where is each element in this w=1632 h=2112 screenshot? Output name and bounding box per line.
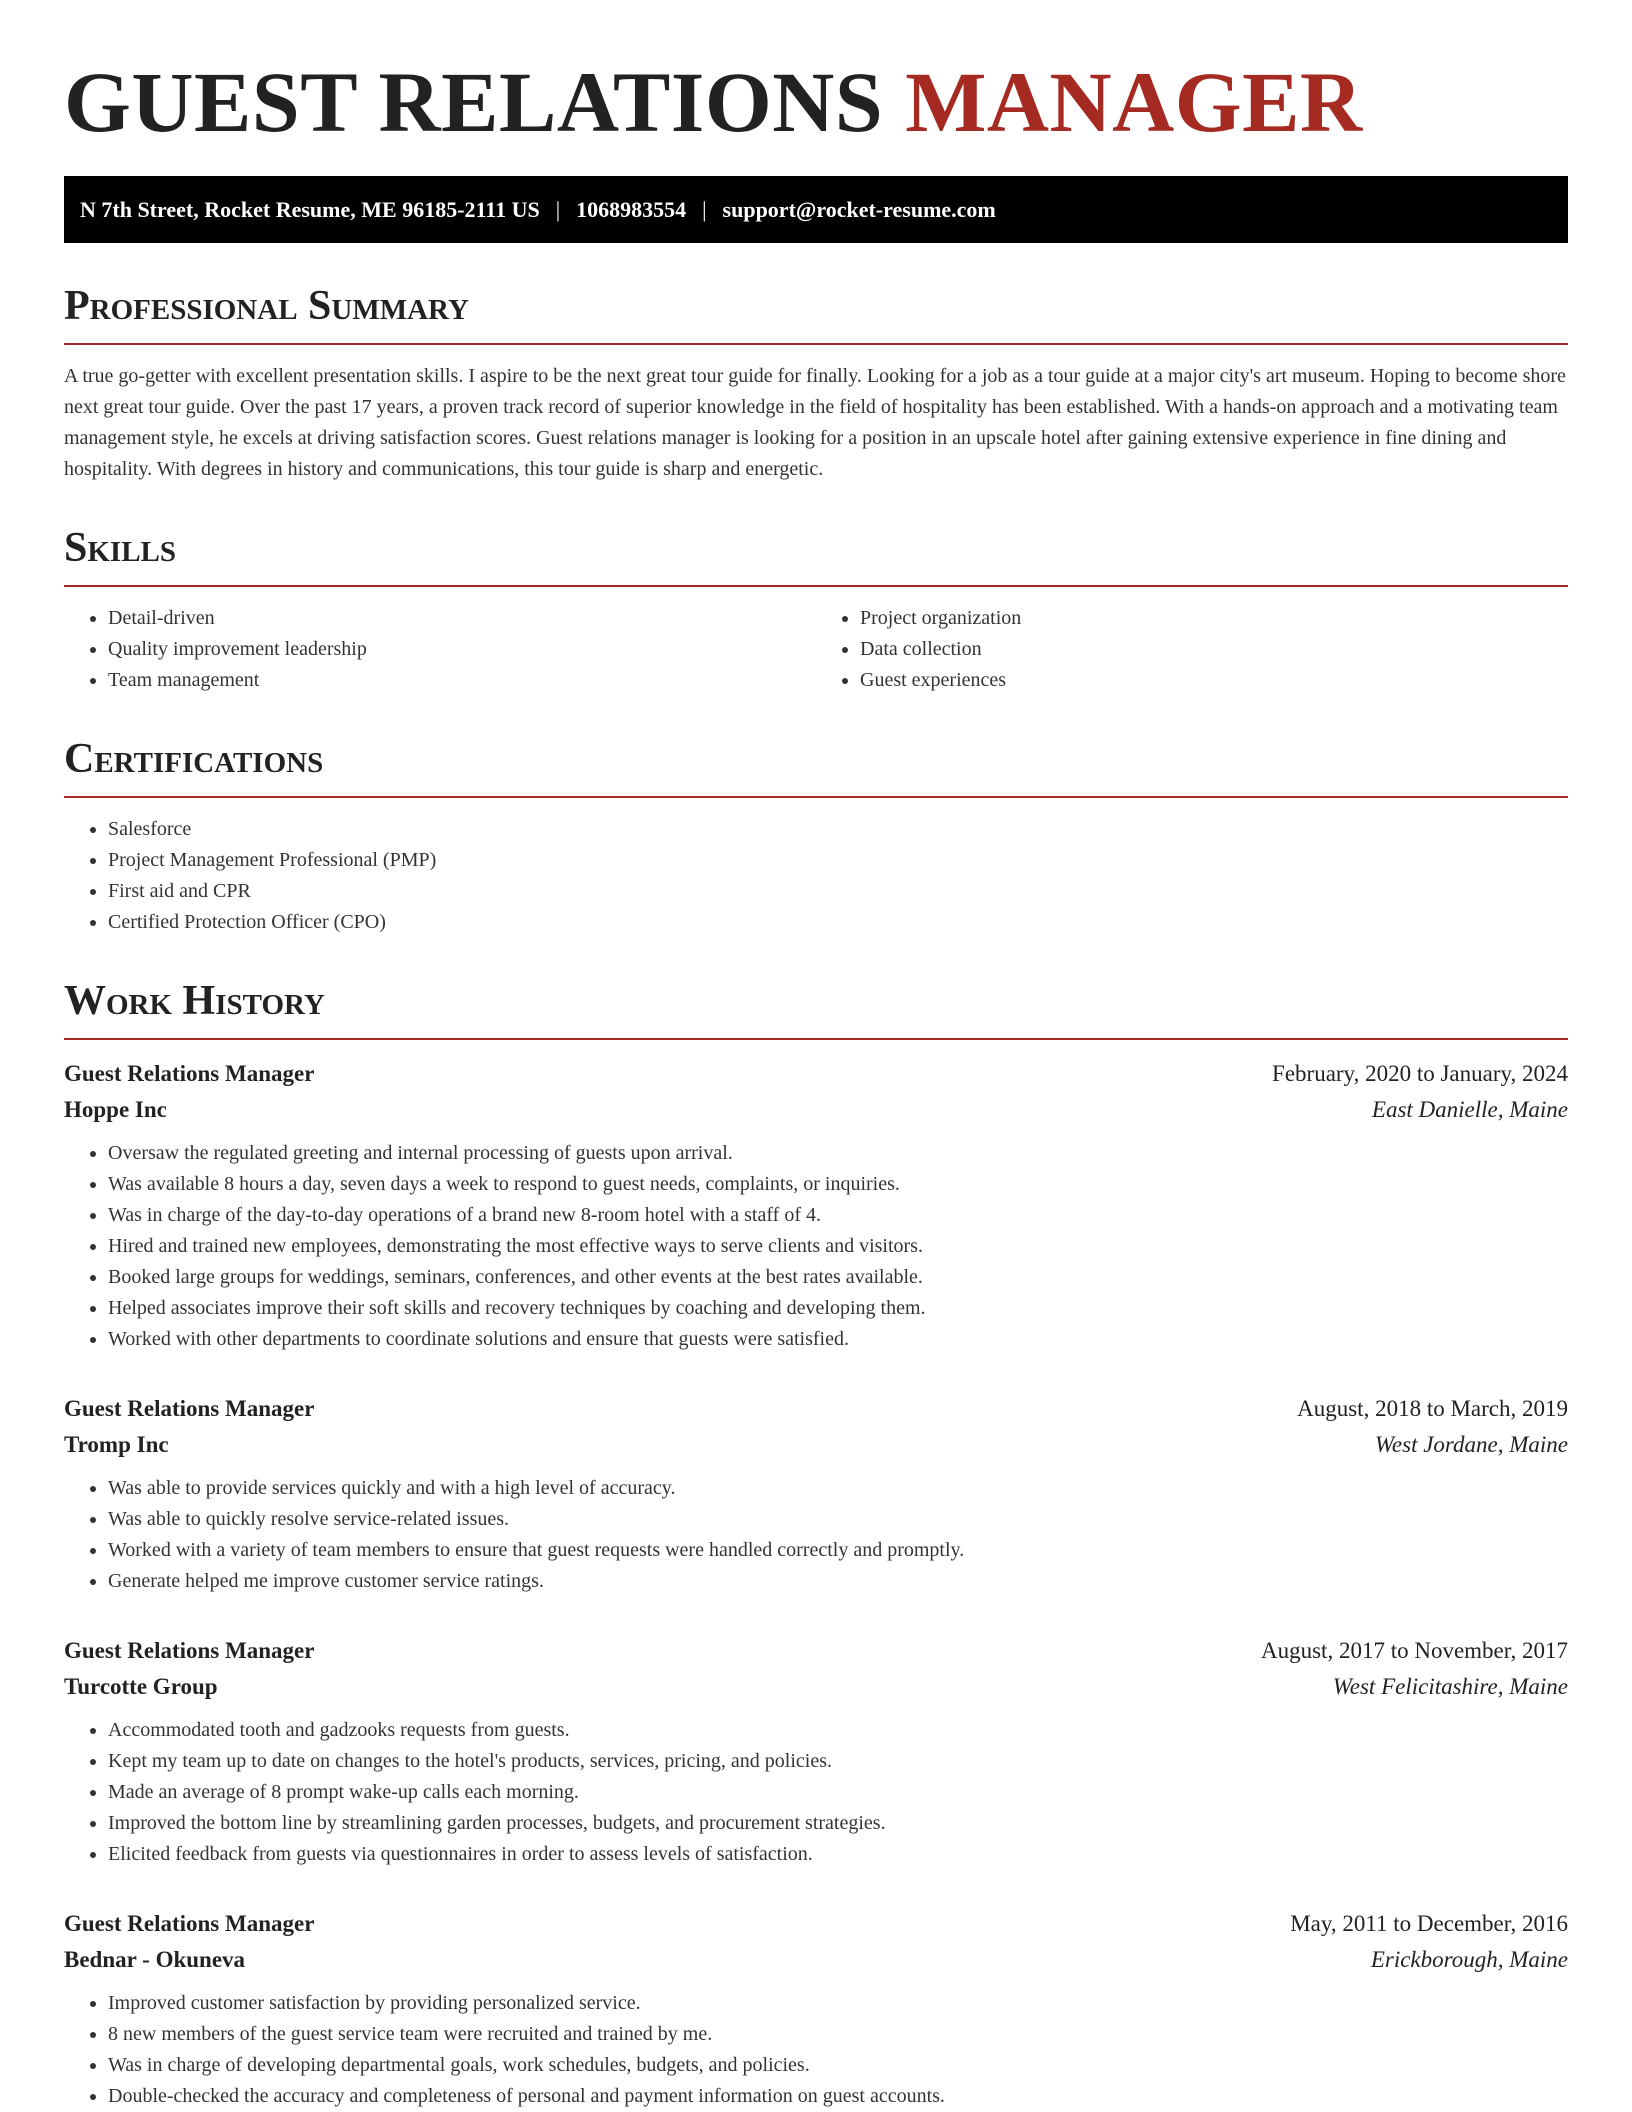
job-bullet: • Made an average of 8 prompt wake-up calls each morning. xyxy=(108,1777,1568,1808)
job-title: Guest Relations Manager xyxy=(64,1638,315,1663)
job-company: Hoppe Inc xyxy=(64,1097,167,1122)
job-bullet: • Was available 8 hours a day, seven days a week to respond to guest needs, complaints, or inquiries. xyxy=(108,1169,1568,1200)
skill-item: • Guest experiences xyxy=(860,665,1568,696)
job-dates: February, 2020 to January, 2024 xyxy=(1272,1061,1568,1086)
job-bullet: • Accommodated tooth and gadzooks requests from guests. xyxy=(108,1715,1568,1746)
job-bullet: • Hired and trained new employees, demonstrating the most effective ways to serve clients and visitors. xyxy=(108,1231,1568,1262)
job-bullet: • Helped associates improve their soft skills and recovery techniques by coaching and developing them. xyxy=(108,1293,1568,1324)
resume-name xyxy=(64,52,1568,152)
job-bullet: • Double-checked the accuracy and completeness of personal and payment information on guest accounts. xyxy=(108,2081,1568,2112)
job-company-row xyxy=(64,1942,1568,1978)
skills-list-left xyxy=(64,603,816,696)
work-history-heading: Work History xyxy=(64,978,1568,1040)
job-bullet: • Was in charge of developing departmental goals, work schedules, budgets, and policies. xyxy=(108,2050,1568,2081)
certifications-list xyxy=(64,814,1568,938)
job-bullet: • Generate helped me improve customer service ratings. xyxy=(108,1566,1568,1597)
job-entry xyxy=(64,1391,1568,1597)
skill-item: • Data collection xyxy=(860,634,1568,665)
job-company: Turcotte Group xyxy=(64,1674,218,1699)
job-entry xyxy=(64,1056,1568,1355)
job-bullet: • Improved customer satisfaction by providing personalized service. xyxy=(108,1988,1568,2019)
resume-content xyxy=(64,52,1568,2112)
skill-item: • Project organization xyxy=(860,603,1568,634)
job-bullet: • 8 new members of the guest service team were recruited and trained by me. xyxy=(108,2019,1568,2050)
skills-section xyxy=(64,525,1568,696)
skills-list-right xyxy=(816,603,1568,696)
skills-heading: Skills xyxy=(64,525,1568,587)
summary-text: A true go-getter with excellent presentation skills. I aspire to be the next great tour guide for finally. Looking for a job as a tour guide at a major city's art museum. Hoping to become shore next great tour guide. Over the past 17 years, a proven track record of superior knowledge in the field of hospitality has been established. With a hands-on approach and a motivating team management style, he excels at driving satisfaction scores. Guest relations manager is looking for a position in an upscale hotel after gaining extensive experience in fine dining and hospitality. With degrees in history and communications, this tour guide is sharp and energetic. xyxy=(64,365,1566,480)
job-bullets xyxy=(64,1473,1568,1597)
job-location: West Felicitashire, Maine xyxy=(1332,1674,1568,1699)
contact-separator: | xyxy=(702,197,707,222)
job-location: West Jordane, Maine xyxy=(1374,1432,1568,1457)
contact-separator: | xyxy=(555,197,561,222)
skills-grid xyxy=(64,603,1568,696)
summary-section xyxy=(64,283,1568,485)
contact-address: N 7th Street, Rocket Resume, ME 96185-2111 US xyxy=(80,197,540,222)
certification-item: • Certified Protection Officer (CPO) xyxy=(108,907,1568,938)
job-location: Erickborough, Maine xyxy=(1370,1947,1568,1972)
job-bullets xyxy=(64,1988,1568,2112)
certifications-section xyxy=(64,736,1568,938)
job-entry xyxy=(64,1633,1568,1870)
job-entry xyxy=(64,1906,1568,2112)
name-last: MANAGER xyxy=(905,54,1363,150)
name-first: GUEST RELATIONS xyxy=(64,54,884,150)
certification-item: • Project Management Professional (PMP) xyxy=(108,845,1568,876)
contact-phone: 1068983554 xyxy=(576,197,687,222)
certifications-heading: Certifications xyxy=(64,736,1568,798)
skill-item: • Quality improvement leadership xyxy=(108,634,816,665)
job-bullet: • Booked large groups for weddings, seminars, conferences, and other events at the best rates available. xyxy=(108,1262,1568,1293)
work-history-section xyxy=(64,978,1568,2112)
job-bullets xyxy=(64,1715,1568,1870)
job-company: Bednar - Okuneva xyxy=(64,1947,246,1972)
job-bullet: • Worked with other departments to coordinate solutions and ensure that guests were satisfied. xyxy=(108,1324,1568,1355)
contact-bar xyxy=(64,176,1568,243)
job-bullet: • Elicited feedback from guests via questionnaires in order to assess levels of satisfaction. xyxy=(108,1839,1568,1870)
job-bullet: • Was able to provide services quickly and with a high level of accuracy. xyxy=(108,1473,1568,1504)
job-company-row xyxy=(64,1669,1568,1705)
skill-item: • Team management xyxy=(108,665,816,696)
job-dates: August, 2017 to November, 2017 xyxy=(1261,1638,1568,1663)
job-bullets xyxy=(64,1138,1568,1355)
job-title: Guest Relations Manager xyxy=(64,1911,315,1936)
job-title: Guest Relations Manager xyxy=(64,1061,315,1086)
job-header-row xyxy=(64,1391,1568,1427)
skill-item: • Detail-driven xyxy=(108,603,816,634)
job-dates: August, 2018 to March, 2019 xyxy=(1297,1396,1568,1421)
job-header-row xyxy=(64,1906,1568,1942)
job-dates: May, 2011 to December, 2016 xyxy=(1290,1911,1568,1936)
job-company-row xyxy=(64,1092,1568,1128)
job-company: Tromp Inc xyxy=(64,1432,169,1457)
job-bullet: • Kept my team up to date on changes to the hotel's products, services, pricing, and policies. xyxy=(108,1746,1568,1777)
job-company-row xyxy=(64,1427,1568,1463)
summary-heading: Professional Summary xyxy=(64,283,1568,345)
job-bullet: • Was in charge of the day-to-day operations of a brand new 8-room hotel with a staff of 4. xyxy=(108,1200,1568,1231)
job-location: East Danielle, Maine xyxy=(1371,1097,1568,1122)
job-header-row xyxy=(64,1633,1568,1669)
contact-email: support@rocket-resume.com xyxy=(722,197,996,222)
job-bullet: • Was able to quickly resolve service-related issues. xyxy=(108,1504,1568,1535)
job-bullet: • Oversaw the regulated greeting and internal processing of guests upon arrival. xyxy=(108,1138,1568,1169)
job-bullet: • Worked with a variety of team members to ensure that guest requests were handled correctly and promptly. xyxy=(108,1535,1568,1566)
certification-item: • First aid and CPR xyxy=(108,876,1568,907)
job-title: Guest Relations Manager xyxy=(64,1396,315,1421)
certification-item: • Salesforce xyxy=(108,814,1568,845)
job-bullet: • Improved the bottom line by streamlining garden processes, budgets, and procurement strategies. xyxy=(108,1808,1568,1839)
job-header-row xyxy=(64,1056,1568,1092)
